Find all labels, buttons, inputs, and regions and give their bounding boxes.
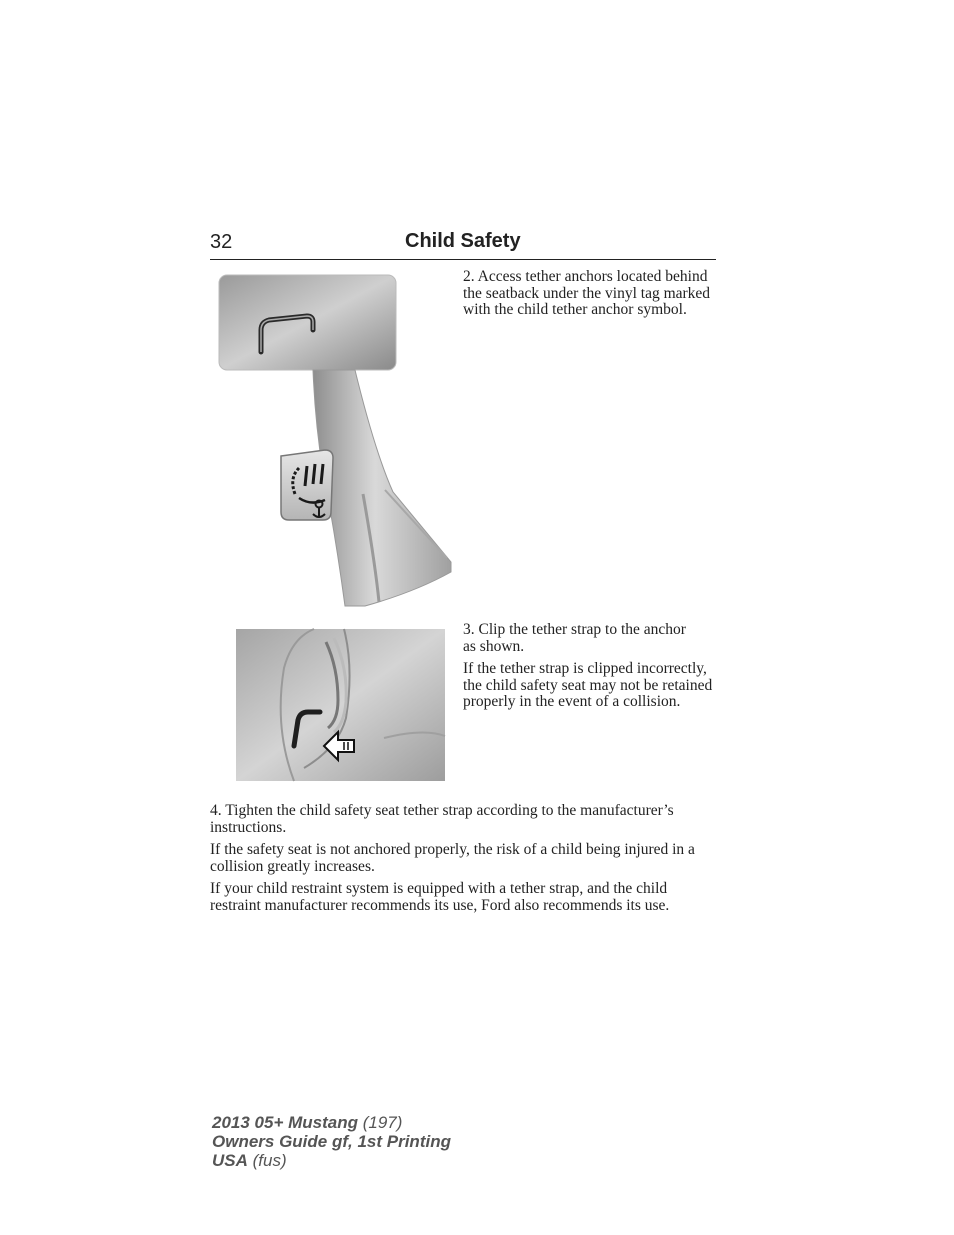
- section-title: Child Safety: [405, 230, 521, 252]
- footer-market: USA: [212, 1151, 248, 1170]
- tether-recommendation: If your child restraint system is equipped with a tether strap, and the child restraint manufacturer recommends its use, Ford also recommends its use.: [210, 880, 670, 914]
- page-footer: [212, 1113, 451, 1170]
- step-4-text: 4. Tighten the child safety seat tether strap according to the manufacturer’s instructions.: [210, 802, 674, 836]
- tether-anchor-illustration: [215, 272, 455, 610]
- step-3-warning: If the tether strap is clipped incorrectly, the child safety seat may not be retained properly in the event of a collision.: [463, 660, 713, 710]
- footer-model-code: (197): [358, 1113, 403, 1132]
- footer-model: 2013 05+ Mustang: [212, 1113, 358, 1132]
- step-3-text: 3. Clip the tether strap to the anchor as shown.: [463, 621, 686, 655]
- tether-clip-illustration: [234, 628, 446, 783]
- footer-guide: Owners Guide gf, 1st Printing: [212, 1132, 451, 1151]
- page-number: 32: [210, 231, 233, 253]
- page-header: [210, 229, 716, 260]
- anchoring-warning: If the safety seat is not anchored properly, the risk of a child being injured in a collision greatly increases.: [210, 841, 695, 875]
- step-2-text: 2. Access tether anchors located behind the seatback under the vinyl tag marked with the child tether anchor symbol.: [463, 268, 711, 318]
- footer-market-code: (fus): [247, 1151, 287, 1170]
